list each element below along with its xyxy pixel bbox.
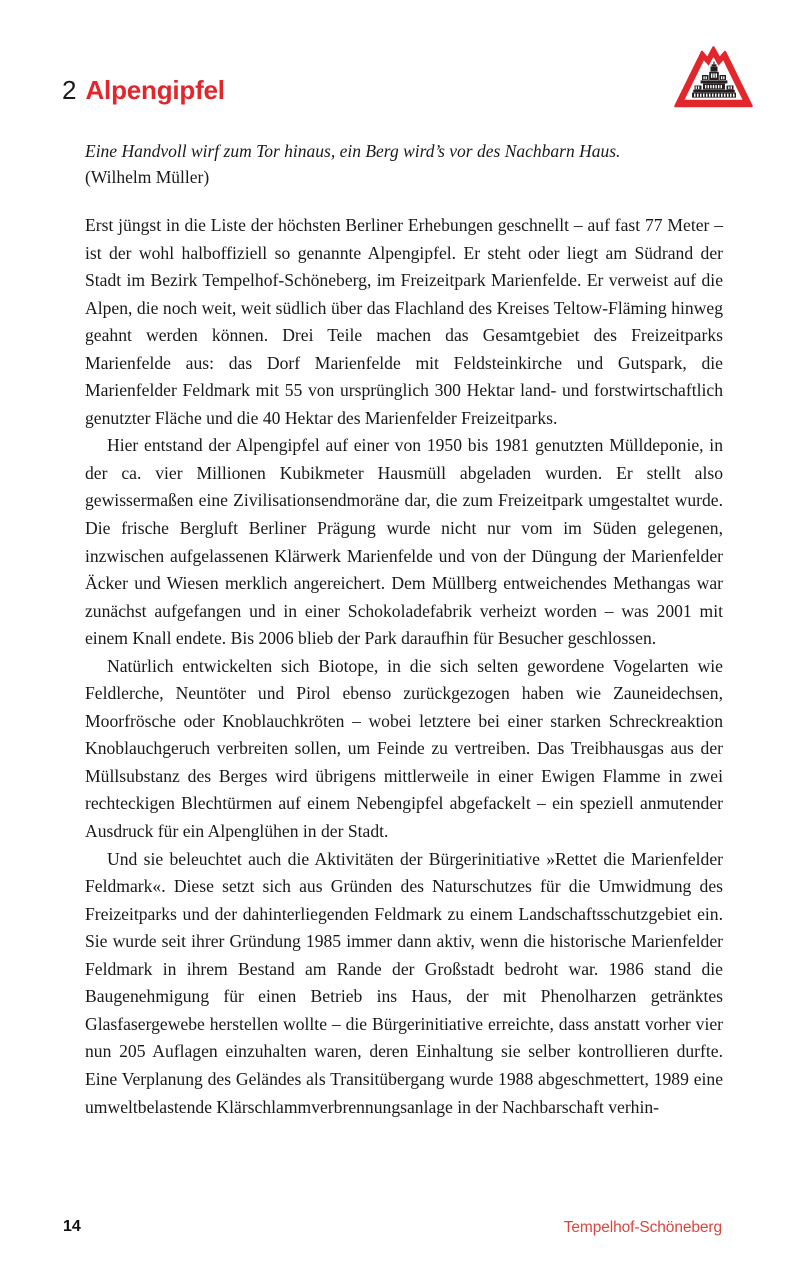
paragraph: Natürlich entwickelten sich Biotope, in die sich selten gewordene Vogelarten wie Feldlerche, Neuntöter und Pirol ebenso zurückgezogen haben wie Zauneidechsen, Moorfrösche oder Knoblauchkröten – wobei letztere bei einer starken Schreckreaktion Knoblauchgeruch verbreiten sollen, um Feinde zu vertreiben. Das Treibhausgas aus der Müllsubstanz des Berges wird übrigens mittlerweile in einer Ewigen Flamme in zwei rechteckigen Blechtürmen auf einem Nebengipfel abgefackelt – ein speziell anmutender Ausdruck für ein Alpenglühen in der Stadt.	[85, 655, 723, 842]
paragraph: Erst jüngst in die Liste der höchsten Berliner Erhebungen geschnellt – auf fast 77 Meter – ist der wohl halboffiziell so genannte Alpengipfel. Er steht oder liegt am Südrand der Stadt im Bezirk Tempelhof-Schöneberg, im Freizeitpark Marienfelde. Er verweist auf die Alpen, die noch weit, weit südlich über das Flachland des Kreises Teltow-Fläming hinweg geahnt werden können. Drei Teile machen das Gesamtgebiet des Freizeitparks Marienfelde aus: das Dorf Marienfelde mit Feldsteinkirche und Gutspark, die Marienfelder Feldmark mit 55 von ursprünglich 300 Hektar land- und forstwirtschaftlich genutzter Fläche und die 40 Hektar des Marienfelder Freizeitparks.	[85, 215, 723, 428]
page-number: 14	[63, 1218, 81, 1235]
epigraph-source: (Wilhelm Müller)	[85, 167, 210, 187]
page-footer	[0, 1218, 806, 1248]
body-text	[85, 212, 723, 1121]
running-title: Tempelhof-Schöneberg	[563, 1219, 722, 1236]
epigraph	[85, 138, 725, 190]
paragraph: Und sie beleuchtet auch die Aktivitäten der Bürgerinitiative »Rettet die Marienfelder Feldmark«. Diese setzt sich aus Gründen des Naturschutzes für die Umwidmung des Freizeitparks und der dahinterliegenden Feldmark zu einem Landschaftsschutzgebiet ein. Sie wurde seit ihrer Gründung 1985 immer dann aktiv, wenn die historische Marienfelder Feldmark in ihrem Bestand am Rande der Großstadt bedroht war. 1986 stand die Baugenehmigung für einen Betrieb ins Haus, der mit Phenolharzen getränktes Glasfasergewebe herstellen wollte – die Bürgerinitiative erreichte, dass anstatt vorher vier nun 205 Auflagen einzuhalten waren, deren Einhaltung sie selber kontrollieren durfte. Eine Verplanung des Geländes als Transitübergang wurde 1988 abgeschmettert, 1989 eine umweltbelastende Klärschlammverbrennungsanlage in der Nachbarschaft verhin-	[85, 848, 723, 1117]
paragraph: Hier entstand der Alpengipfel auf einer von 1950 bis 1981 genutzten Mülldeponie, in der ca. vier Millionen Kubikmeter Hausmüll abgeladen wurden. Er stellt also gewissermaßen eine Zivilisationsendmoräne dar, die zum Freizeitpark umgestaltet wurde. Die frische Bergluft Berliner Prägung wurde nicht nur vom im Süden gelegenen, inzwischen aufgelassenen Klärwerk Marienfelde und von der Düngung der Marienfelder Äcker und Wiesen merklich angereichert. Dem Müllberg entweichendes Methangas war zunächst aufgefangen und in einer Schokoladefabrik verheizt worden – was 2001 mit einem Knall endete. Bis 2006 blieb der Park daraufhin für Besucher geschlossen.	[85, 435, 723, 649]
chapter-heading	[62, 75, 225, 106]
warning-triangle-townhall-icon	[672, 44, 756, 114]
page-title: Alpengipfel	[85, 75, 225, 105]
epigraph-quote: Eine Handvoll wirf zum Tor hinaus, ein Berg wird’s vor des Nachbarn Haus.	[85, 141, 621, 161]
chapter-number: 2	[62, 75, 77, 105]
page-header	[0, 0, 806, 130]
